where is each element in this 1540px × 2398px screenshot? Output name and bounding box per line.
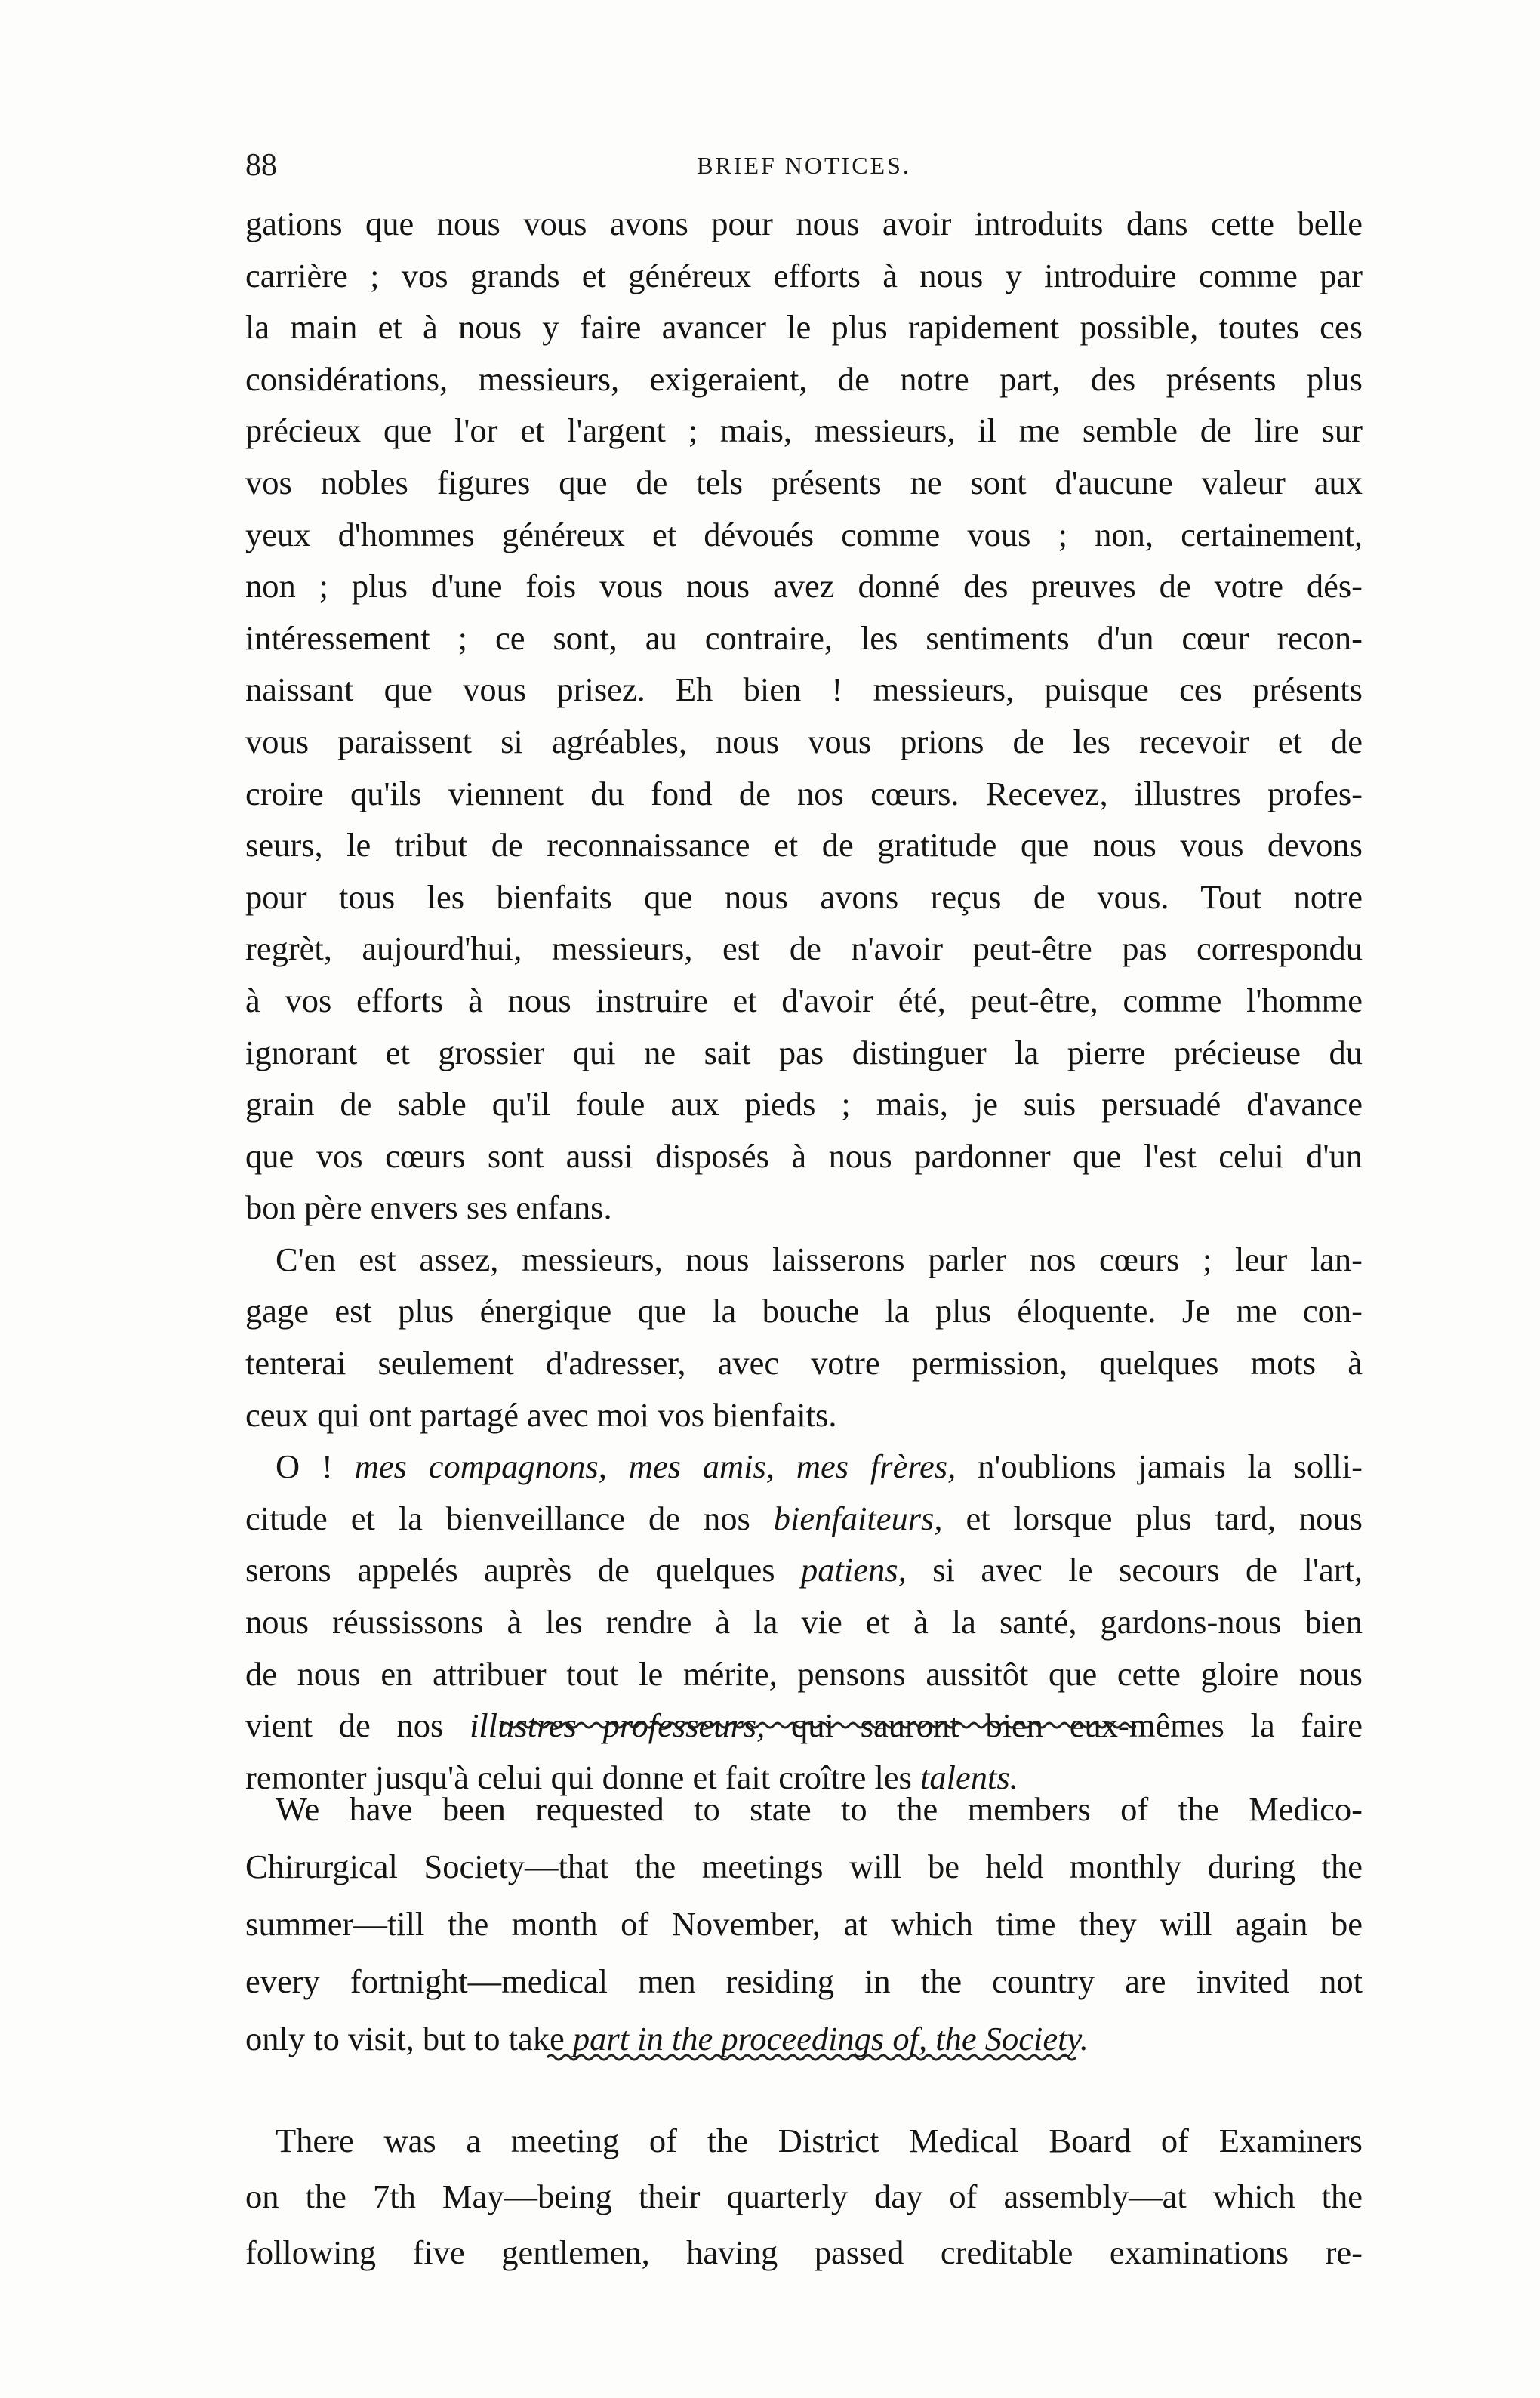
text-line [245,1544,1363,1596]
text-line: every fortnight—medical men residing in the country are invited not [245,1962,1363,2000]
text-line: grain de sable qu'il foule aux pieds ; mais, je suis persuadé d'avance [245,1085,1363,1123]
text-line: vos nobles figures que de tels présents ne sont d'aucune valeur aux [245,463,1363,501]
text-line: There was a meeting of the District Medical Board of Examiners [276,2122,1363,2159]
wavy-divider [502,1720,1136,1731]
text-line: seurs, le tribut de reconnaissance et de gratitude que nous vous devons [245,826,1363,865]
text-line: ceux qui ont partagé avec moi vos bienfaits. [245,1395,837,1434]
text-line: C'en est assez, messieurs, nous laisserons parler nos cœurs ; leur lan- [276,1240,1363,1278]
text-line [245,1441,1363,1493]
italic-run: part in the proceedings of, the Society. [572,2020,1089,2057]
text-run: vient de nos [245,1706,470,1745]
text-line: gage est plus énergique que la bouche la plus éloquente. Je me con- [245,1292,1363,1330]
text-run: serons appelés auprès de quelques [245,1551,802,1589]
paragraph-3 [245,1441,1363,1803]
text-line: gations que nous vous avons pour nous avoir introduits dans cette belle [245,205,1363,242]
italic-run: mes compagnons, mes amis, mes frères, [354,1447,956,1486]
text-line: bon père envers ses enfans. [245,1188,612,1227]
text-line: la main et à nous y faire avancer le plus rapidement possible, toutes ces [245,308,1363,347]
text-run: O ! [276,1447,355,1486]
text-run: only to visit, but to take [245,2020,573,2057]
text-line: regrèt, aujourd'hui, messieurs, est de n'avoir peut-être pas correspondu [245,929,1363,968]
medico-chirurgical-notice [245,1780,1363,2067]
text-run: si avec le secours de l'art, [906,1551,1363,1589]
french-address [245,198,1363,1803]
text-line: nous réussissons à les rendre à la vie et à la santé, gardons-nous bien [245,1603,1363,1641]
italic-run: illustres professeurs, [470,1706,765,1745]
text-line: summer—till the month of November, at which time they will again be [245,1905,1363,1943]
text-line: croire qu'ils viennent du fond de nos cœurs. Recevez, illustres profes- [245,774,1363,812]
text-line: intéressement ; ce sont, au contraire, les sentiments d'un cœur recon- [245,618,1363,657]
text-line: pour tous les bienfaits que nous avons reçus de vous. Tout notre [245,877,1363,916]
italic-run: patiens, [801,1551,907,1589]
paragraph-2 [245,1234,1363,1441]
text-line: précieux que l'or et l'argent ; mais, messieurs, il me semble de lire sur [245,411,1363,450]
text-line: que vos cœurs sont aussi disposés à nous pardonner que l'est celui d'un [245,1136,1363,1175]
text-line: ignorant et grossier qui ne sait pas distinguer la pierre précieuse du [245,1033,1363,1071]
text-line: tenterai seulement d'adresser, avec votre permission, quelques mots à [245,1344,1363,1382]
text-line: yeux d'hommes généreux et dévoués comme vous ; non, certainement, [245,515,1363,553]
page-number: 88 [245,148,277,183]
text-run: n'oublions jamais la solli- [956,1447,1363,1486]
text-line: à vos efforts à nous instruire et d'avoir été, peut-être, comme l'homme [245,981,1363,1019]
text-line: vous paraissent si agréables, nous vous prions de les recevoir et de [245,722,1363,760]
text-line: naissant que vous prisez. Eh bien ! messieurs, puisque ces présents [245,670,1363,709]
text-line: Chirurgical Society—that the meetings will be held monthly during the [245,1848,1363,1885]
text-run: et lorsque plus tard, nous [942,1499,1363,1537]
italic-run: talents. [920,1758,1018,1796]
paragraph-1 [245,198,1363,1234]
text-line: We have been requested to state to the members of the Medico- [276,1790,1363,1828]
running-head: BRIEF NOTICES. [697,152,911,179]
text-line: considérations, messieurs, exigeraient, de notre part, des présents plus [245,359,1363,398]
page-header [245,147,1363,193]
text-run: qui sauront bien eux-mêmes la faire [765,1706,1363,1745]
paragraph-notice [245,1780,1363,2067]
paragraph-board [245,2113,1363,2280]
medical-board-notice [245,2113,1363,2280]
text-line: on the 7th May—being their quarterly day of assembly—at which the [245,2178,1363,2215]
text-line: following five gentlemen, having passed creditable examinations re- [245,2233,1363,2271]
text-line [245,1493,1363,1545]
wavy-divider [547,2052,1076,2063]
text-line: de nous en attribuer tout le mérite, pensons aussitôt que cette gloire nous [245,1654,1363,1693]
italic-run: bienfaiteurs, [773,1499,943,1537]
text-line: non ; plus d'une fois vous nous avez donné des preuves de votre dés- [245,567,1363,606]
text-run: remonter jusqu'à celui qui donne et fait croître les [245,1758,920,1796]
text-line: carrière ; vos grands et généreux efforts à nous y introduire comme par [245,256,1363,294]
text-run: citude et la bienveillance de nos [245,1499,774,1537]
